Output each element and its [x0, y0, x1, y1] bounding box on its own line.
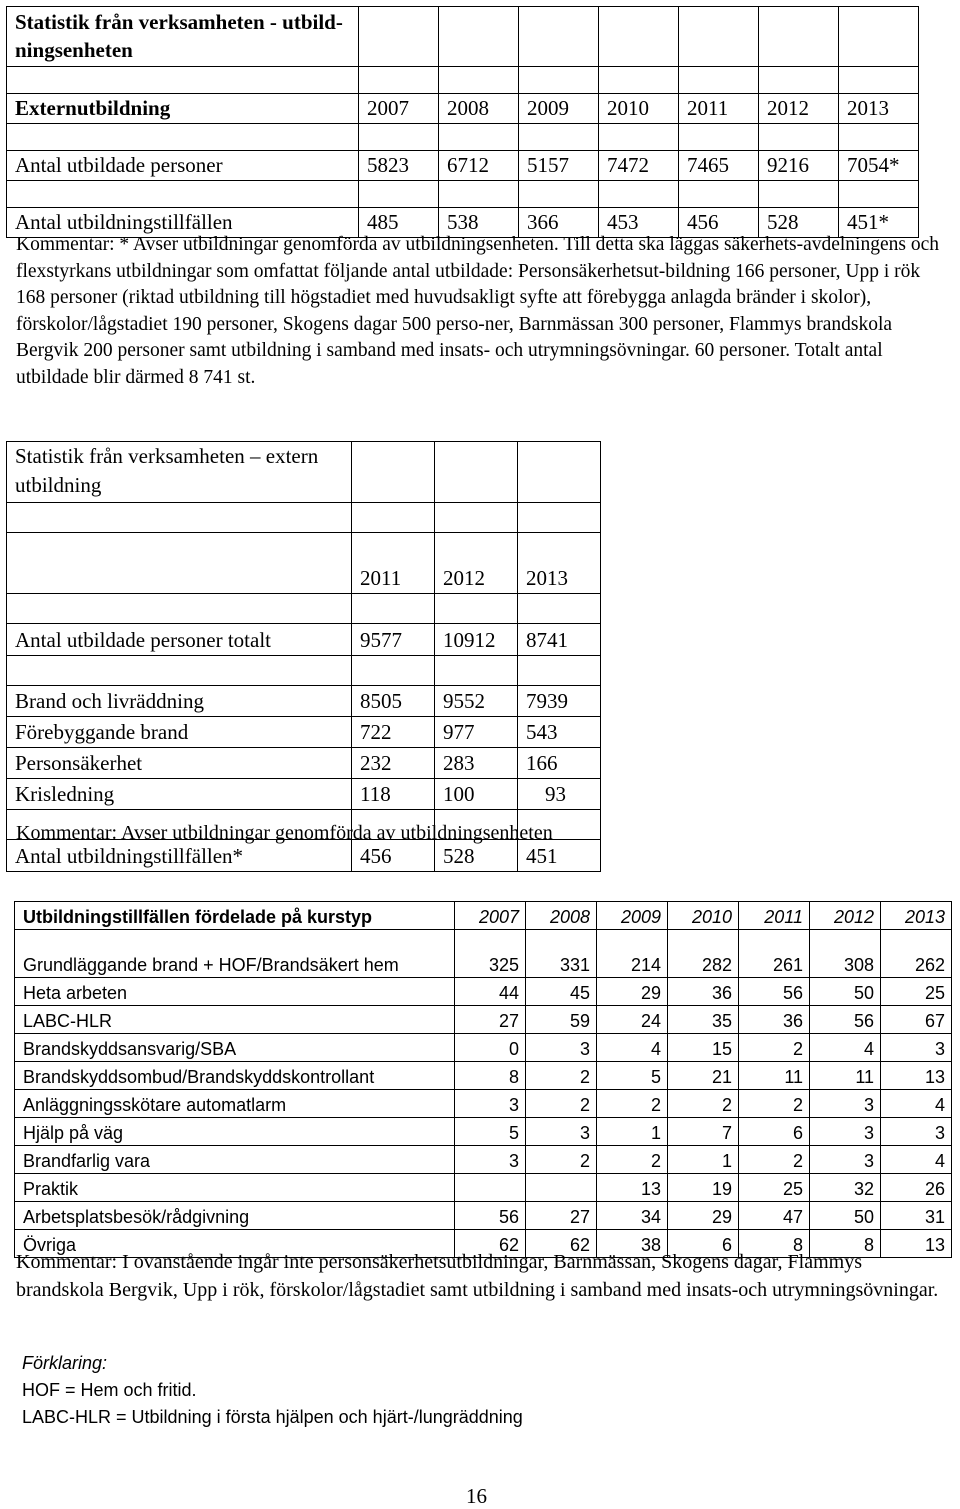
value-cell: 13	[881, 1062, 952, 1090]
value-cell: 25	[739, 1174, 810, 1202]
legend-line: LABC-HLR = Utbildning i första hjälpen och hjärt-/lungräddning	[22, 1407, 523, 1427]
row-label: Antal utbildningstillfällen	[7, 208, 359, 238]
value-cell: 4	[881, 1146, 952, 1174]
legend	[22, 1350, 523, 1431]
value-cell: 44	[455, 978, 526, 1006]
value-cell: 308	[810, 930, 881, 978]
value-cell: 4	[597, 1034, 668, 1062]
year-cell: 2007	[455, 902, 526, 930]
row-label: Förebyggande brand	[7, 717, 352, 748]
value-cell: 11	[739, 1062, 810, 1090]
table-row	[15, 930, 952, 978]
value-cell: 2	[668, 1090, 739, 1118]
value-cell: 5	[597, 1062, 668, 1090]
value-cell: 6	[668, 1230, 739, 1258]
value-cell: 261	[739, 930, 810, 978]
value-cell: 36	[668, 978, 739, 1006]
row-label: Praktik	[15, 1174, 455, 1202]
value-cell	[455, 1174, 526, 1202]
year-cell: 2012	[759, 94, 839, 124]
value-cell: 0	[455, 1034, 526, 1062]
table-row	[7, 779, 601, 810]
value-cell: 331	[526, 930, 597, 978]
value-cell: 27	[455, 1006, 526, 1034]
value-cell: 5	[455, 1118, 526, 1146]
value-cell: 32	[810, 1174, 881, 1202]
row-label: Antal utbildade personer totalt	[7, 624, 352, 656]
value-cell: 9577	[352, 624, 435, 656]
value-cell: 7	[668, 1118, 739, 1146]
value-cell: 3	[810, 1090, 881, 1118]
row-label: Arbetsplatsbesök/rådgivning	[15, 1202, 455, 1230]
row-label: Brand och livräddning	[7, 686, 352, 717]
table2-title: Statistik från verksamheten – extern utbildning	[7, 442, 352, 503]
value-cell: 15	[668, 1034, 739, 1062]
table-row	[15, 978, 952, 1006]
row-label: Heta arbeten	[15, 978, 455, 1006]
value-cell: 11	[810, 1062, 881, 1090]
value-cell: 56	[810, 1006, 881, 1034]
value-cell: 26	[881, 1174, 952, 1202]
value-cell: 36	[739, 1006, 810, 1034]
year-cell: 2011	[679, 94, 759, 124]
value-cell: 56	[739, 978, 810, 1006]
value-cell: 9552	[435, 686, 518, 717]
value-cell: 325	[455, 930, 526, 978]
value-cell: 34	[597, 1202, 668, 1230]
year-cell: 2013	[518, 533, 601, 594]
value-cell: 29	[668, 1202, 739, 1230]
value-cell: 2	[739, 1146, 810, 1174]
row-label: Brandskyddsansvarig/SBA	[15, 1034, 455, 1062]
value-cell: 166	[518, 748, 601, 779]
value-cell: 35	[668, 1006, 739, 1034]
table-row	[15, 1118, 952, 1146]
value-cell: 456	[352, 840, 435, 872]
value-cell: 3	[455, 1146, 526, 1174]
table-row	[7, 151, 919, 181]
value-cell: 50	[810, 1202, 881, 1230]
table-row	[15, 1174, 952, 1202]
value-cell: 93	[518, 779, 601, 810]
year-cell: 2011	[352, 533, 435, 594]
value-cell: 100	[435, 779, 518, 810]
table-row	[15, 1062, 952, 1090]
table-row	[7, 686, 601, 717]
value-cell: 451*	[839, 208, 919, 238]
value-cell: 38	[597, 1230, 668, 1258]
value-cell: 456	[679, 208, 759, 238]
value-cell: 3	[881, 1118, 952, 1146]
value-cell: 528	[759, 208, 839, 238]
value-cell: 21	[668, 1062, 739, 1090]
year-cell: 2010	[668, 902, 739, 930]
value-cell: 3	[810, 1146, 881, 1174]
value-cell: 538	[439, 208, 519, 238]
value-cell: 8	[455, 1062, 526, 1090]
year-cell: 2012	[435, 533, 518, 594]
value-cell: 2	[597, 1146, 668, 1174]
value-cell: 4	[810, 1034, 881, 1062]
value-cell: 62	[455, 1230, 526, 1258]
year-cell: 2009	[519, 94, 599, 124]
value-cell: 8	[739, 1230, 810, 1258]
table-row	[15, 1034, 952, 1062]
row-label: Övriga	[15, 1230, 455, 1258]
value-cell: 282	[668, 930, 739, 978]
value-cell: 24	[597, 1006, 668, 1034]
table-row	[15, 1006, 952, 1034]
value-cell: 8505	[352, 686, 435, 717]
externutbildning-table	[6, 6, 919, 238]
value-cell: 3	[881, 1034, 952, 1062]
value-cell: 2	[526, 1090, 597, 1118]
value-cell: 2	[739, 1034, 810, 1062]
table-row	[15, 1202, 952, 1230]
value-cell: 528	[435, 840, 518, 872]
value-cell: 67	[881, 1006, 952, 1034]
year-cell: 2007	[359, 94, 439, 124]
year-cell: 2012	[810, 902, 881, 930]
table3-comment: Kommentar: I ovanstående ingår inte personsäkerhetsutbildningar, Barnmässan, Skogens dagar, Flammys brandskola Bergvik, Upp i rök, förskolor/lågstadiet samt utbildning i samband med insats-och utrymningsövningar.	[16, 1251, 939, 1301]
value-cell: 13	[597, 1174, 668, 1202]
value-cell: 7054*	[839, 151, 919, 181]
value-cell: 2	[526, 1062, 597, 1090]
value-cell: 62	[526, 1230, 597, 1258]
table-row	[7, 717, 601, 748]
table1-comment: Kommentar: * Avser utbildningar genomförda av utbildningsenheten. Till detta ska läggas säkerhets-avdelningens och flexstyrkans utbildningar som omfattat följande antal utbildade: Personsäkerhetsut-bildning 166 personer, Upp i rök 168 personer (riktad utbildning till högstadiet med huvudsakligt syfte att förebygga anlagda bränder i skolor), förskolor/lågstadiet 190 personer, Skogens dagar 500 perso-ner, Barnmässan 300 personer, Flammys brandskola Bergvik 200 personer samt utbildning i samband med insats- och utrymningsövningar. 60 personer. Totalt antal utbildade blir därmed 8 741 st.	[16, 234, 939, 388]
value-cell: 722	[352, 717, 435, 748]
value-cell: 451	[518, 840, 601, 872]
value-cell: 13	[881, 1230, 952, 1258]
value-cell: 10912	[435, 624, 518, 656]
legend-heading: Förklaring:	[22, 1353, 108, 1373]
row-label: Grundläggande brand + HOF/Brandsäkert hem	[15, 930, 455, 978]
value-cell: 25	[881, 978, 952, 1006]
table1-header-label: Externutbildning	[7, 94, 359, 124]
value-cell: 50	[810, 978, 881, 1006]
value-cell: 5157	[519, 151, 599, 181]
table1-title: Statistik från verksamheten - utbild- ningsenheten	[7, 7, 359, 67]
table3-title: Utbildningstillfällen fördelade på kurstyp	[15, 902, 455, 930]
year-cell: 2008	[526, 902, 597, 930]
value-cell: 47	[739, 1202, 810, 1230]
row-label: Brandskyddsombud/Brandskyddskontrollant	[15, 1062, 455, 1090]
value-cell: 262	[881, 930, 952, 978]
year-cell: 2008	[439, 94, 519, 124]
value-cell: 7939	[518, 686, 601, 717]
value-cell: 1	[597, 1118, 668, 1146]
value-cell: 8	[810, 1230, 881, 1258]
row-label: Anläggningsskötare automatlarm	[15, 1090, 455, 1118]
value-cell: 19	[668, 1174, 739, 1202]
value-cell: 45	[526, 978, 597, 1006]
value-cell: 232	[352, 748, 435, 779]
legend-line: HOF = Hem och fritid.	[22, 1380, 197, 1400]
table2-comment: Kommentar: Avser utbildningar genomförda av utbildningsenheten	[16, 822, 553, 844]
value-cell: 7472	[599, 151, 679, 181]
value-cell: 27	[526, 1202, 597, 1230]
value-cell: 9216	[759, 151, 839, 181]
value-cell: 5823	[359, 151, 439, 181]
table2-header-row	[7, 533, 601, 594]
value-cell: 3	[455, 1090, 526, 1118]
row-label: LABC-HLR	[15, 1006, 455, 1034]
row-label: Personsäkerhet	[7, 748, 352, 779]
row-label: Hjälp på väg	[15, 1118, 455, 1146]
value-cell: 3	[526, 1118, 597, 1146]
year-cell: 2010	[599, 94, 679, 124]
table3-header-row	[15, 902, 952, 930]
row-label: Antal utbildningstillfällen*	[7, 840, 352, 872]
value-cell: 2	[597, 1090, 668, 1118]
value-cell: 366	[519, 208, 599, 238]
table-row	[15, 1090, 952, 1118]
year-cell: 2009	[597, 902, 668, 930]
table-row	[15, 1146, 952, 1174]
value-cell: 6	[739, 1118, 810, 1146]
extern-utbildning-table	[6, 441, 601, 872]
value-cell: 453	[599, 208, 679, 238]
year-cell: 2011	[739, 902, 810, 930]
value-cell: 59	[526, 1006, 597, 1034]
value-cell: 543	[518, 717, 601, 748]
table-row	[7, 624, 601, 656]
value-cell: 283	[435, 748, 518, 779]
row-label: Krisledning	[7, 779, 352, 810]
value-cell: 56	[455, 1202, 526, 1230]
value-cell	[526, 1174, 597, 1202]
value-cell: 8741	[518, 624, 601, 656]
year-cell: 2013	[881, 902, 952, 930]
value-cell: 118	[352, 779, 435, 810]
value-cell: 7465	[679, 151, 759, 181]
page-number: 16	[466, 1484, 487, 1508]
value-cell: 29	[597, 978, 668, 1006]
kurstyp-table	[14, 901, 952, 1258]
year-cell: 2013	[839, 94, 919, 124]
value-cell: 2	[739, 1090, 810, 1118]
value-cell: 1	[668, 1146, 739, 1174]
value-cell: 3	[810, 1118, 881, 1146]
row-label: Brandfarlig vara	[15, 1146, 455, 1174]
value-cell: 31	[881, 1202, 952, 1230]
value-cell: 4	[881, 1090, 952, 1118]
value-cell: 214	[597, 930, 668, 978]
table1-header-row	[7, 94, 919, 124]
value-cell: 977	[435, 717, 518, 748]
row-label: Antal utbildade personer	[7, 151, 359, 181]
table-row	[7, 748, 601, 779]
value-cell: 3	[526, 1034, 597, 1062]
value-cell: 6712	[439, 151, 519, 181]
value-cell: 2	[526, 1146, 597, 1174]
value-cell: 485	[359, 208, 439, 238]
